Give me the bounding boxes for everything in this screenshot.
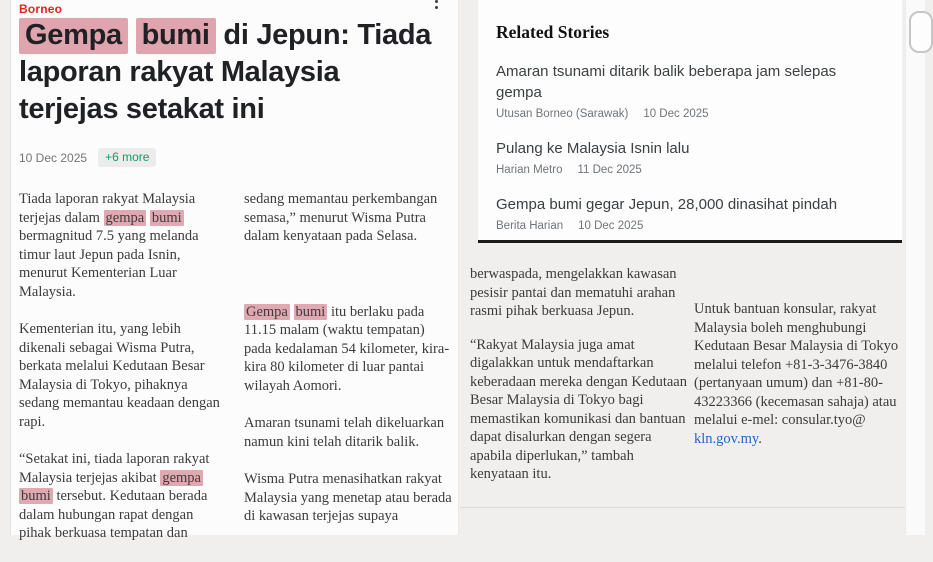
- paragraph: “Rakyat Malaysia juga amat digalakkan untuk mendaftarkan keberadaan mereka dengan Kedutaan Besar Malaysia di Tokyo bagi memastikan komunikasi dan bantuan dapat disalurkan dengan segera apabila diperlukan,” tambah kenyataan itu.: [470, 336, 687, 482]
- related-story-date: 10 Dec 2025: [643, 108, 709, 120]
- related-story-item[interactable]: [496, 138, 882, 176]
- related-story-item[interactable]: [496, 194, 882, 232]
- kebab-dot: [435, 6, 438, 9]
- paragraph-text: tersebut. Kedutaan berada dalam hubungan rapat dengan pihak berkuasa tempatan dan: [19, 488, 208, 541]
- section-divider: [460, 507, 925, 508]
- body-column-4: [694, 300, 909, 467]
- paragraph-text: Untuk bantuan konsular, rakyat Malaysia boleh menghubungi Kedutaan Besar Malaysia di Tokyo melalui telefon +81-3-3476-3840 (pertanyaan umum) dan +81-80-43223366 (kecemasan sahaja) atau melalui e-mel: consular.tyo@: [694, 301, 899, 428]
- paragraph-text: .: [758, 430, 762, 447]
- body-column-3: [470, 265, 689, 499]
- paragraph: berwaspada, mengelakkan kawasan pesisir pantai dan mematuhi arahan rasmi pihak berkuasa Jepun.: [470, 266, 677, 319]
- highlighted-term: gempa: [105, 209, 145, 226]
- related-story-source: Utusan Borneo (Sarawak): [496, 108, 629, 120]
- related-story-source: Harian Metro: [496, 164, 563, 176]
- paragraph: [19, 450, 229, 543]
- publication-logo[interactable]: [19, 0, 79, 16]
- article-date: 10 Dec 2025: [19, 150, 88, 165]
- article-title: [19, 17, 446, 128]
- related-stories-panel: [478, 0, 902, 243]
- publication-logo-text: Borneo: [19, 2, 63, 16]
- related-story-title[interactable]: Gempa bumi gegar Jepun, 28,000 dinasihat pindah: [496, 196, 838, 213]
- related-story-date: 10 Dec 2025: [578, 220, 644, 232]
- paragraph: [19, 190, 229, 301]
- related-story-meta: [496, 164, 882, 176]
- paragraph: [694, 300, 909, 448]
- related-story-source: Berita Harian: [496, 220, 564, 232]
- paragraph: Amaran tsunami telah dikeluarkan namun kini telah ditarik balik.: [244, 415, 445, 450]
- related-story-title[interactable]: Pulang ke Malaysia Isnin lalu: [496, 140, 690, 157]
- scrollbar-track[interactable]: [905, 0, 925, 535]
- more-options-icon[interactable]: [430, 0, 442, 12]
- consular-email-link[interactable]: kln.gov.my: [694, 430, 759, 447]
- paragraph: [244, 303, 454, 396]
- paragraph: Kementerian itu, yang lebih dikenali sebagai Wisma Putra, berkata melalui Kedutaan Besar Malaysia di Tokyo, pihaknya sedang memantau keadaan dengan rapi.: [19, 321, 220, 430]
- related-story-meta: [496, 220, 882, 232]
- body-column-1: [19, 190, 229, 562]
- paragraph-text: Tiada laporan rakyat Malaysia terjejas dalam: [19, 191, 196, 226]
- paragraph: Wisma Putra menasihatkan rakyat Malaysia yang menetap atau berada di kawasan terjejas supaya: [244, 471, 452, 524]
- column-spacer: [244, 265, 454, 303]
- highlighted-term: bumi: [151, 209, 182, 226]
- related-story-date: 11 Dec 2025: [577, 164, 642, 176]
- article-title-text: di Jepun: Tiada laporan rakyat Malaysia terjejas setakat ini: [19, 19, 432, 125]
- article-panel: [10, 0, 459, 541]
- highlighted-term: bumi: [21, 488, 51, 504]
- article-meta-row: [19, 148, 458, 167]
- paragraph-text: itu berlaku pada 11.15 malam (waktu tempatan) pada kedalaman 54 kilometer, kira-kira 80 kilometer di luar pantai wilayah Aomori.: [244, 303, 450, 394]
- highlighted-term: Gempa: [246, 303, 288, 320]
- highlighted-term: bumi: [295, 303, 326, 320]
- article-body: [19, 190, 458, 562]
- highlighted-term: Gempa: [19, 18, 128, 54]
- related-story-meta: [496, 108, 882, 120]
- scrollbar-thumb[interactable]: [909, 11, 933, 53]
- highlighted-term: bumi: [136, 18, 216, 54]
- related-story-item[interactable]: [496, 61, 882, 120]
- more-sources-badge[interactable]: +6 more: [98, 148, 156, 167]
- paragraph-text: bermagnitud 7.5 yang melanda timur laut Jepun pada Isnin, menurut Kementerian Luar Malaysia.: [19, 228, 199, 300]
- related-stories-header: Related Stories: [496, 22, 610, 42]
- highlighted-term: gempa: [162, 469, 201, 486]
- kebab-dot: [435, 0, 438, 3]
- related-story-title[interactable]: Amaran tsunami ditarik balik beberapa jam selepas gempa: [496, 63, 837, 101]
- paragraph-text: “Setakat ini, tiada laporan rakyat Malaysia terjejas akibat: [19, 451, 210, 486]
- body-column-2: [244, 190, 454, 562]
- paragraph: sedang memantau perkembangan semasa,” menurut Wisma Putra dalam kenyataan pada Selasa.: [244, 191, 438, 244]
